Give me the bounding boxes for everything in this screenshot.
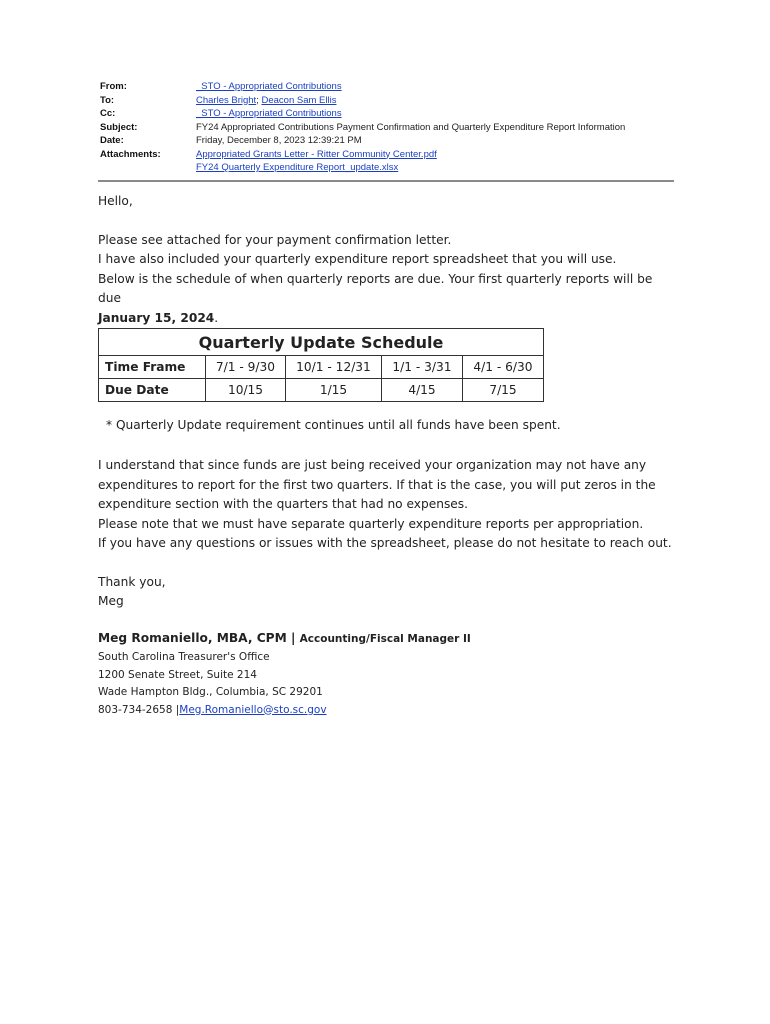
signature-name: Meg Romaniello, MBA, CPM	[98, 631, 287, 645]
from-label: From:	[100, 81, 127, 92]
email-signature	[98, 628, 698, 719]
to-row	[100, 94, 680, 108]
greeting: Hello,	[98, 194, 133, 208]
body-line: Below is the schedule of when quarterly reports are due. Your first quarterly reports will be due	[98, 271, 653, 305]
signature-address-line: Wade Hampton Bldg., Columbia, SC 29201	[98, 686, 323, 698]
due-date-cell: 1/15	[286, 379, 382, 402]
to-separator: ;	[256, 94, 262, 106]
subject-value: FY24 Appropriated Contributions Payment Confirmation and Quarterly Expenditure Report Information	[196, 121, 626, 133]
signature-phone: 803-734-2658 |	[98, 703, 180, 716]
time-frame-cell: 4/1 - 6/30	[463, 356, 544, 379]
attachments-label: Attachments:	[100, 148, 161, 160]
body-line: I understand that since funds are just being received your organization may not have any	[98, 458, 647, 472]
attachments-row	[100, 148, 680, 175]
due-date-cell: 7/15	[463, 379, 544, 402]
attachment-link[interactable]: Appropriated Grants Letter - Ritter Community Center.pdf	[196, 148, 437, 160]
signature-title: Accounting/Fiscal Manager II	[299, 633, 471, 645]
body-line: If you have any questions or issues with the spreadsheet, please do not hesitate to reach out.	[98, 536, 672, 550]
signature-address-line: 1200 Senate Street, Suite 214	[98, 668, 257, 681]
cc-link[interactable]: _STO - Appropriated Contributions	[196, 108, 342, 119]
to-recipient-link[interactable]: Charles Bright	[196, 94, 257, 106]
table-row	[99, 356, 544, 379]
header-divider	[98, 180, 674, 182]
time-frame-cell: 1/1 - 3/31	[382, 356, 463, 379]
period: .	[214, 310, 219, 325]
due-date-highlight: January 15, 2024	[98, 310, 215, 325]
signature-separator: |	[286, 631, 300, 645]
from-link[interactable]: _STO - Appropriated Contributions	[196, 81, 342, 92]
body-line: Please see attached for your payment confirmation letter.	[98, 232, 452, 247]
body-line: I have also included your quarterly expenditure report spreadsheet that you will use.	[98, 252, 617, 266]
body-line: Please note that we must have separate quarterly expenditure reports per appropriation.	[98, 516, 644, 531]
subject-label: Subject:	[100, 121, 138, 133]
due-date-label: Due Date	[99, 379, 206, 402]
email-body-continued	[98, 456, 678, 612]
body-line: expenditure section with the quarters that had no expenses.	[98, 497, 469, 511]
to-recipient-link[interactable]: Deacon Sam Ellis	[261, 94, 337, 106]
date-row	[100, 134, 680, 148]
closing: Thank you,	[98, 574, 166, 589]
cc-row	[100, 107, 680, 121]
email-header	[100, 80, 680, 175]
to-label: To:	[100, 94, 115, 106]
signature-contact	[98, 702, 698, 720]
time-frame-cell: 10/1 - 12/31	[286, 356, 382, 379]
due-date-cell: 4/15	[382, 379, 463, 402]
attachment-link[interactable]: FY24 Quarterly Expenditure Report_update.xlsx	[196, 162, 399, 173]
signature-email-link[interactable]: Meg.Romaniello@sto.sc.gov	[179, 703, 327, 716]
due-date-cell: 10/15	[206, 379, 286, 402]
time-frame-label: Time Frame	[99, 356, 206, 379]
table-row	[99, 379, 544, 402]
date-value: Friday, December 8, 2023 12:39:21 PM	[196, 135, 362, 146]
date-label: Date:	[100, 135, 124, 146]
signature-office: South Carolina Treasurer's Office	[98, 651, 270, 663]
subject-row	[100, 121, 680, 135]
cc-label: Cc:	[100, 108, 116, 119]
schedule-note: * Quarterly Update requirement continues until all funds have been spent.	[106, 418, 561, 432]
body-line	[98, 309, 678, 329]
body-line: expenditures to report for the first two quarters. If that is the case, you will put zeros in the	[98, 477, 656, 492]
sender-first-name: Meg	[98, 594, 124, 608]
quarterly-schedule-table	[98, 328, 544, 402]
time-frame-cell: 7/1 - 9/30	[206, 356, 286, 379]
from-row	[100, 80, 680, 94]
email-body	[98, 192, 678, 328]
schedule-title: Quarterly Update Schedule	[99, 329, 544, 356]
